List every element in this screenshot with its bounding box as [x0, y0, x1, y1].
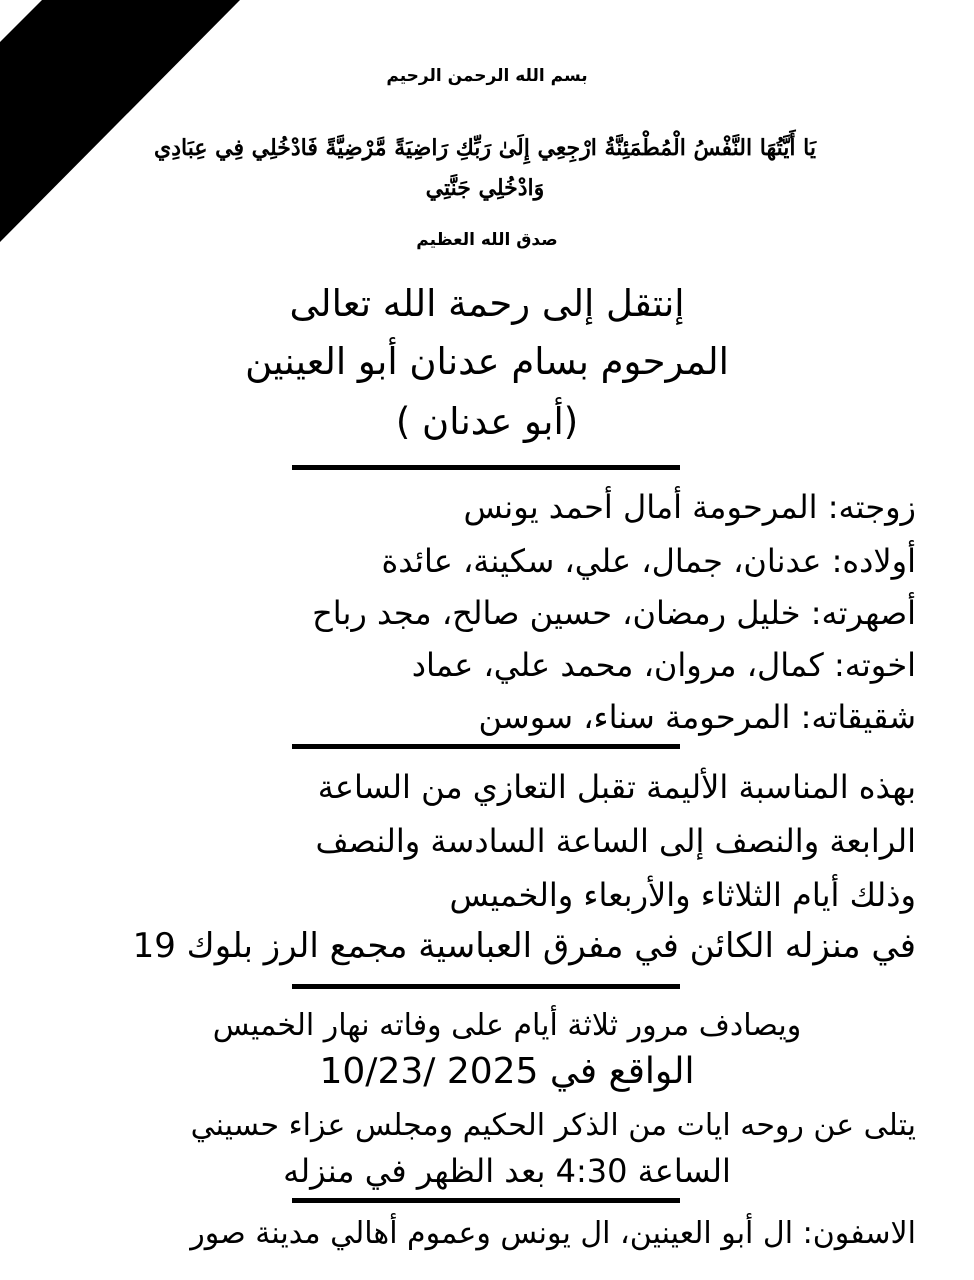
family-brothers: اخوته: كمال، مروان، محمد علي، عماد	[411, 646, 916, 684]
family-children: أولاده: عدنان، جمال، علي، سكينة، عائدة	[381, 542, 916, 580]
divider	[292, 984, 680, 989]
condolences-line-3: وذلك أيام الثلاثاء والأربعاء والخميس	[449, 876, 916, 914]
memorial-date: الواقع في 2025 /10/23	[319, 1051, 695, 1092]
deceased-name: المرحوم بسام عدنان أبو العينين	[245, 340, 729, 383]
family-in-laws: أصهرته: خليل رمضان، حسين صالح، مجد رباح	[312, 594, 916, 632]
mourners: الاسفون: ال أبو العينين، ال يونس وعموم أهالي مدينة صور	[190, 1216, 916, 1251]
family-sisters: شقيقاته: المرحومة سناء، سوسن	[478, 698, 916, 736]
family-wife: زوجته: المرحومة أمال أحمد يونس	[463, 488, 916, 526]
announcement-line-1: إنتقل إلى رحمة الله تعالى	[289, 282, 685, 325]
divider	[292, 744, 680, 749]
divider	[292, 1198, 680, 1203]
memorial-line-1: ويصادف مرور ثلاثة أيام على وفاته نهار الخميس	[212, 1008, 802, 1043]
sadaqa-allah: صدق الله العظيم	[416, 230, 558, 250]
memorial-line-3: يتلى عن روحه ايات من الذكر الحكيم ومجلس عزاء حسيني	[190, 1108, 916, 1143]
memorial-time: الساعة 4:30 بعد الظهر في منزله	[283, 1152, 731, 1190]
divider	[292, 465, 680, 470]
condolences-line-2: الرابعة والنصف إلى الساعة السادسة والنصف	[315, 822, 916, 860]
deceased-nickname: (أبو عدنان )	[395, 400, 579, 443]
condolences-line-1: بهذه المناسبة الأليمة تقبل التعازي من الساعة	[317, 768, 916, 806]
quran-verse: يَا أَيَّتُهَا النَّفْسُ الْمُطْمَئِنَّةُ ارْجِعِي إِلَىٰ رَبِّكِ رَاضِيَةً مَّرْضِيَّةً فَادْخُلِي فِي عِبَادِي وَادْخُلِي جَنَّتِي	[154, 135, 816, 201]
bismillah: بسم الله الرحمن الرحيم	[386, 66, 588, 86]
condolences-address: في منزله الكائن في مفرق العباسية مجمع الرز بلوك 19	[132, 926, 916, 966]
